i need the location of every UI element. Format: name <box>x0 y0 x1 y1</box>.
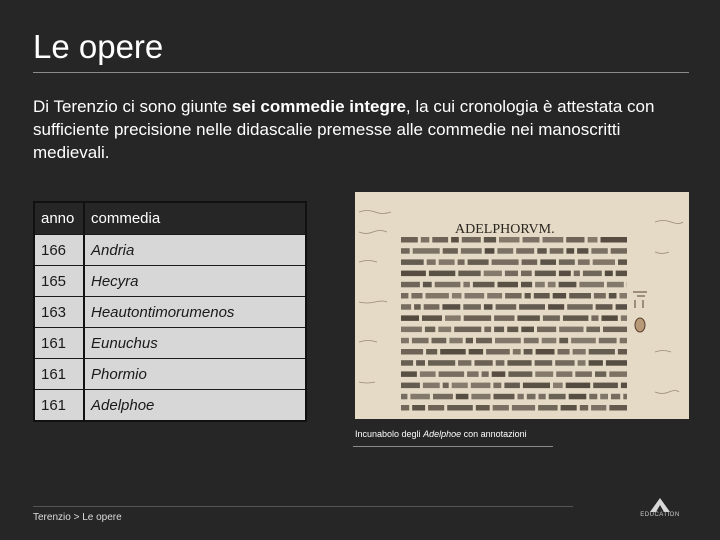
manuscript-word <box>563 315 588 321</box>
manuscript-word <box>559 271 571 277</box>
manuscript-word <box>516 248 534 254</box>
manuscript-word <box>534 293 550 299</box>
manuscript-word <box>487 293 502 299</box>
manuscript-word <box>467 371 479 377</box>
manuscript-word <box>593 383 618 389</box>
manuscript-word <box>494 394 515 400</box>
manuscript-word <box>518 394 524 400</box>
manuscript-word <box>591 405 606 411</box>
manuscript-word <box>449 338 462 344</box>
manuscript-word <box>611 394 620 400</box>
manuscript-word <box>412 338 429 344</box>
manuscript-word <box>401 293 408 299</box>
manuscript-word <box>620 338 627 344</box>
manuscript-word <box>423 282 432 288</box>
table-row <box>35 234 305 265</box>
manuscript-word <box>433 394 453 400</box>
manuscript-word <box>621 383 627 389</box>
footer-divider <box>33 506 573 507</box>
manuscript-word <box>493 383 501 389</box>
caption-divider <box>353 446 553 447</box>
manuscript-word <box>401 271 426 277</box>
comedies-table <box>33 201 307 422</box>
manuscript-heading: ADELPHORVM. <box>455 222 555 237</box>
table-header-row <box>35 203 305 234</box>
manuscript-word <box>596 304 613 310</box>
table-row <box>35 358 305 389</box>
manuscript-word <box>495 338 521 344</box>
manuscript-word <box>601 237 628 243</box>
manuscript-word <box>616 304 627 310</box>
manuscript-word <box>569 293 591 299</box>
manuscript-word <box>566 248 574 254</box>
manuscript-word <box>484 304 493 310</box>
manuscript-word <box>521 271 532 277</box>
manuscript-word <box>463 304 481 310</box>
cell-commedia: Adelphoe <box>85 390 305 420</box>
manuscript-word <box>602 315 618 321</box>
manuscript-word <box>553 383 563 389</box>
manuscript-word <box>589 360 603 366</box>
manuscript-word <box>498 282 519 288</box>
manuscript-word <box>623 394 627 400</box>
manuscript-word <box>618 349 627 355</box>
manuscript-word <box>537 248 546 254</box>
manuscript-word <box>559 259 575 265</box>
manuscript-word <box>574 271 580 277</box>
cell-commedia: Andria <box>85 235 305 265</box>
manuscript-word <box>548 304 564 310</box>
manuscript-word <box>499 237 520 243</box>
figure-caption <box>355 429 527 439</box>
manuscript-word <box>476 338 492 344</box>
manuscript-word <box>578 259 590 265</box>
manuscript-word <box>609 371 627 377</box>
intro-paragraph <box>33 95 683 164</box>
manuscript-word <box>521 282 532 288</box>
manuscript-word <box>527 394 536 400</box>
manuscript-word <box>561 405 577 411</box>
manuscript-word <box>496 360 505 366</box>
manuscript-word <box>600 394 608 400</box>
cell-commedia: Heautontimorumenos <box>85 297 305 327</box>
manuscript-word <box>577 248 588 254</box>
manuscript-word <box>535 360 553 366</box>
manuscript-word <box>492 259 519 265</box>
manuscript-word <box>492 371 506 377</box>
manuscript-word <box>451 237 459 243</box>
manuscript-word <box>429 271 455 277</box>
manuscript-word <box>465 293 485 299</box>
manuscript-word <box>401 304 411 310</box>
manuscript-word <box>435 282 461 288</box>
manuscript-word <box>443 383 449 389</box>
manuscript-word <box>505 293 521 299</box>
manuscript-word <box>603 327 627 333</box>
manuscript-word <box>595 371 606 377</box>
manuscript-word <box>494 315 514 321</box>
manuscript-word <box>471 394 490 400</box>
manuscript-word <box>494 327 504 333</box>
manuscript-word <box>476 405 490 411</box>
manuscript-word <box>496 304 517 310</box>
manuscript-word <box>573 349 586 355</box>
manuscript-word <box>452 293 462 299</box>
manuscript-word <box>439 371 465 377</box>
manuscript-word <box>414 304 421 310</box>
table-row <box>35 327 305 358</box>
manuscript-word <box>549 394 566 400</box>
cell-anno: 161 <box>35 390 85 420</box>
footer-breadcrumb: Terenzio > Le opere <box>33 512 122 523</box>
manuscript-word <box>401 282 420 288</box>
manuscript-word <box>556 371 572 377</box>
manuscript-word <box>428 405 444 411</box>
caption-italic: Adelphoe <box>423 429 462 439</box>
manuscript-word <box>616 271 627 277</box>
manuscript-word <box>425 327 435 333</box>
manuscript-word <box>507 360 531 366</box>
manuscript-word <box>566 237 584 243</box>
cell-anno: 161 <box>35 359 85 389</box>
manuscript-word <box>485 248 495 254</box>
manuscript-word <box>412 405 425 411</box>
manuscript-word <box>591 315 598 321</box>
cell-commedia: Phormio <box>85 359 305 389</box>
manuscript-word <box>589 349 615 355</box>
manuscript-word <box>559 327 583 333</box>
manuscript-word <box>401 338 409 344</box>
manuscript-word <box>507 327 518 333</box>
table-row <box>35 389 305 420</box>
manuscript-word <box>458 271 480 277</box>
logo-text: EDUCATION <box>640 512 680 518</box>
manuscript-word <box>484 271 502 277</box>
manuscript-word <box>558 349 570 355</box>
manuscript-word <box>588 237 598 243</box>
manuscript-word <box>525 293 531 299</box>
manuscript-word <box>591 248 607 254</box>
manuscript-word <box>513 349 521 355</box>
manuscript-word <box>583 271 602 277</box>
manuscript-word <box>593 259 615 265</box>
incunabulum-image <box>355 192 689 419</box>
manuscript-word <box>559 282 577 288</box>
table-row <box>35 296 305 327</box>
cell-anno: 163 <box>35 297 85 327</box>
manuscript-word <box>421 237 430 243</box>
manuscript-word <box>620 293 628 299</box>
manuscript-word <box>578 360 586 366</box>
manuscript-word <box>463 282 470 288</box>
manuscript-word <box>579 282 604 288</box>
manuscript-word <box>462 237 481 243</box>
manuscript-word <box>401 237 418 243</box>
manuscript-word <box>411 293 422 299</box>
manuscript-word <box>505 271 518 277</box>
manuscript-word <box>521 327 534 333</box>
manuscript-word <box>401 394 407 400</box>
manuscript-word <box>458 360 471 366</box>
table-row <box>35 265 305 296</box>
manuscript-word <box>401 405 409 411</box>
manuscript-word <box>456 394 469 400</box>
manuscript-word <box>401 327 422 333</box>
manuscript-word <box>424 304 440 310</box>
manuscript-word <box>524 338 539 344</box>
manuscript-word <box>440 349 466 355</box>
manuscript-word <box>420 371 436 377</box>
manuscript-word <box>413 248 440 254</box>
manuscript-word <box>611 248 627 254</box>
cell-anno: 161 <box>35 328 85 358</box>
manuscript-word <box>543 315 560 321</box>
manuscript-word <box>469 349 483 355</box>
manuscript-word <box>508 371 532 377</box>
manuscript-word <box>594 293 606 299</box>
manuscript-word <box>566 383 591 389</box>
manuscript-word <box>410 394 430 400</box>
manuscript-word <box>609 293 617 299</box>
manuscript-word <box>401 315 419 321</box>
manuscript-word <box>589 394 597 400</box>
manuscript-word <box>540 259 556 265</box>
manuscript-word <box>401 259 424 265</box>
manuscript-word <box>575 371 592 377</box>
manuscript-word <box>427 259 436 265</box>
manuscript-word <box>468 259 489 265</box>
manuscript-word <box>535 371 553 377</box>
manuscript-word <box>493 405 509 411</box>
manuscript-word <box>439 259 455 265</box>
manuscript-word <box>535 271 556 277</box>
title-divider <box>33 72 689 73</box>
header-anno: anno <box>35 203 85 234</box>
manuscript-word <box>539 394 546 400</box>
manuscript-word <box>461 248 482 254</box>
slide-title: Le opere <box>33 28 164 65</box>
manuscript-word <box>523 383 550 389</box>
manuscript-word <box>428 360 455 366</box>
manuscript-word <box>512 405 535 411</box>
header-commedia: commedia <box>85 203 305 234</box>
manuscript-word <box>535 282 545 288</box>
manuscript-word <box>606 360 627 366</box>
manuscript-word <box>548 282 556 288</box>
manuscript-word <box>401 248 410 254</box>
manuscript-word <box>550 248 564 254</box>
manuscript-word <box>401 360 413 366</box>
manuscript-word <box>504 383 520 389</box>
manuscript-word <box>599 338 617 344</box>
manuscript-word <box>401 349 423 355</box>
manuscript-word <box>536 349 555 355</box>
manuscript-word <box>475 360 493 366</box>
cell-anno: 165 <box>35 266 85 296</box>
manuscript-word <box>464 315 491 321</box>
manuscript-word <box>426 293 449 299</box>
manuscript-word <box>452 383 468 389</box>
manuscript-word <box>422 315 442 321</box>
manuscript-word <box>484 237 496 243</box>
manuscript-word <box>416 360 425 366</box>
manuscript-word <box>432 338 447 344</box>
cell-anno: 166 <box>35 235 85 265</box>
manuscript-word <box>609 405 627 411</box>
manuscript-word <box>519 304 545 310</box>
manuscript-word <box>571 338 596 344</box>
manuscript-illustration <box>355 192 689 419</box>
manuscript-word <box>466 338 473 344</box>
manuscript-word <box>580 405 588 411</box>
intro-text-start: Di Terenzio ci sono giunte <box>33 97 233 116</box>
manuscript-word <box>447 405 473 411</box>
manuscript-word <box>401 383 420 389</box>
manuscript-word <box>458 259 465 265</box>
manuscript-word <box>538 405 558 411</box>
manuscript-word <box>543 237 564 243</box>
intro-text-end: , la cui cronologia è attestata con sufficiente precisione nelle didascalie premesse alle commedie nei manoscritti medievali. <box>33 97 655 162</box>
manuscript-word <box>486 349 510 355</box>
manuscript-word <box>471 383 491 389</box>
manuscript-word <box>523 237 540 243</box>
manuscript-word <box>621 315 627 321</box>
manuscript-word <box>432 237 448 243</box>
manuscript-word <box>605 271 613 277</box>
manuscript-word <box>454 327 481 333</box>
manuscript-word <box>484 327 491 333</box>
manuscript-word <box>569 394 587 400</box>
manuscript-word <box>542 338 557 344</box>
manuscript-word <box>423 383 440 389</box>
manuscript-word <box>426 349 437 355</box>
manuscript-word <box>586 327 600 333</box>
cell-commedia: Hecyra <box>85 266 305 296</box>
manuscript-word <box>537 327 556 333</box>
intro-text-bold: sei commedie integre <box>232 97 406 116</box>
manuscript-word <box>618 259 627 265</box>
manuscript-word <box>401 371 417 377</box>
manuscript-word <box>442 304 460 310</box>
manuscript-word <box>443 248 458 254</box>
manuscript-word <box>559 338 568 344</box>
manuscript-word <box>482 371 489 377</box>
manuscript-word <box>497 248 513 254</box>
manuscript-word <box>553 293 566 299</box>
manuscript-word <box>522 259 538 265</box>
manuscript-word <box>438 327 451 333</box>
manuscript-word <box>445 315 461 321</box>
publisher-logo <box>636 498 684 522</box>
cell-commedia: Eunuchus <box>85 328 305 358</box>
manuscript-word <box>524 349 533 355</box>
caption-text-end: con annotazioni <box>461 429 527 439</box>
manuscript-word <box>517 315 540 321</box>
manuscript-word <box>607 282 624 288</box>
manuscript-word <box>567 304 593 310</box>
manuscript-word <box>473 282 495 288</box>
logo-icon <box>650 498 670 512</box>
caption-text-start: Incunabolo degli <box>355 429 424 439</box>
manuscript-word <box>555 360 574 366</box>
